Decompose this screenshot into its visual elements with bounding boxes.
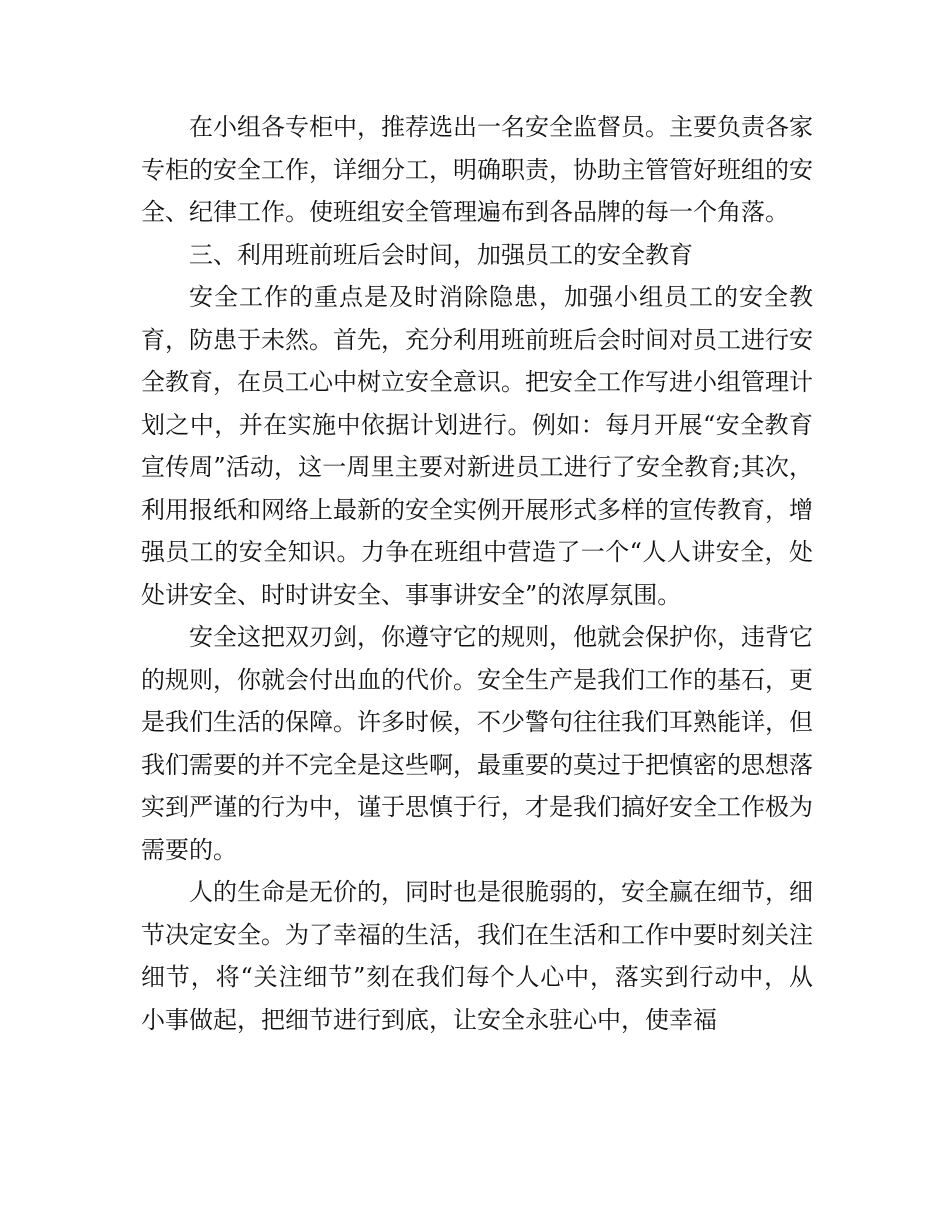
paragraph-safety-supervisor: 在小组各专柜中，推荐选出一名安全监督员。主要负责各家专柜的安全工作，详细分工，明确职责，协助主管管好班组的安全、纪律工作。使班组安全管理遍布到各品牌的每一个角落。 xyxy=(141,113,813,226)
paragraph-double-edged-sword: 安全这把双刃剑，你遵守它的规则，他就会保护你，违背它的规则，你就会付出血的代价。安全生产是我们工作的基石，更是我们生活的保障。许多时候，不少警句往往我们耳熟能详，但我们需要的并不完全是这些啊，最重要的莫过于把慎密的思想落实到严谨的行为中，谨于思慎于行，才是我们搞好安全工作极为需要的。 xyxy=(141,623,813,864)
paragraph-safety-education: 安全工作的重点是及时消除隐患，加强小组员工的安全教育，防患于未然。首先，充分利用班前班后会时间对员工进行安全教育，在员工心中树立安全意识。把安全工作写进小组管理计划之中，并在实施中依据计划进行。例如：每月开展“安全教育宣传周”活动，这一周里主要对新进员工进行了安全教育;其次，利用报纸和网络上最新的安全实例开展形式多样的宣传教育，增强员工的安全知识。力争在班组中营造了一个“人人讲安全，处处讲安全、时时讲安全、事事讲安全”的浓厚氛围。 xyxy=(141,283,813,609)
paragraph-life-details: 人的生命是无价的，同时也是很脆弱的，安全赢在细节，细节决定安全。为了幸福的生活，我们在生活和工作中要时刻关注细节，将“关注细节”刻在我们每个人心中，落实到行动中，从小事做起，把细节进行到底，让安全永驻心中，使幸福 xyxy=(141,878,813,1034)
section-heading-safety-education: 三、利用班前班后会时间，加强员工的安全教育 xyxy=(189,240,693,269)
document-body xyxy=(141,106,813,1041)
